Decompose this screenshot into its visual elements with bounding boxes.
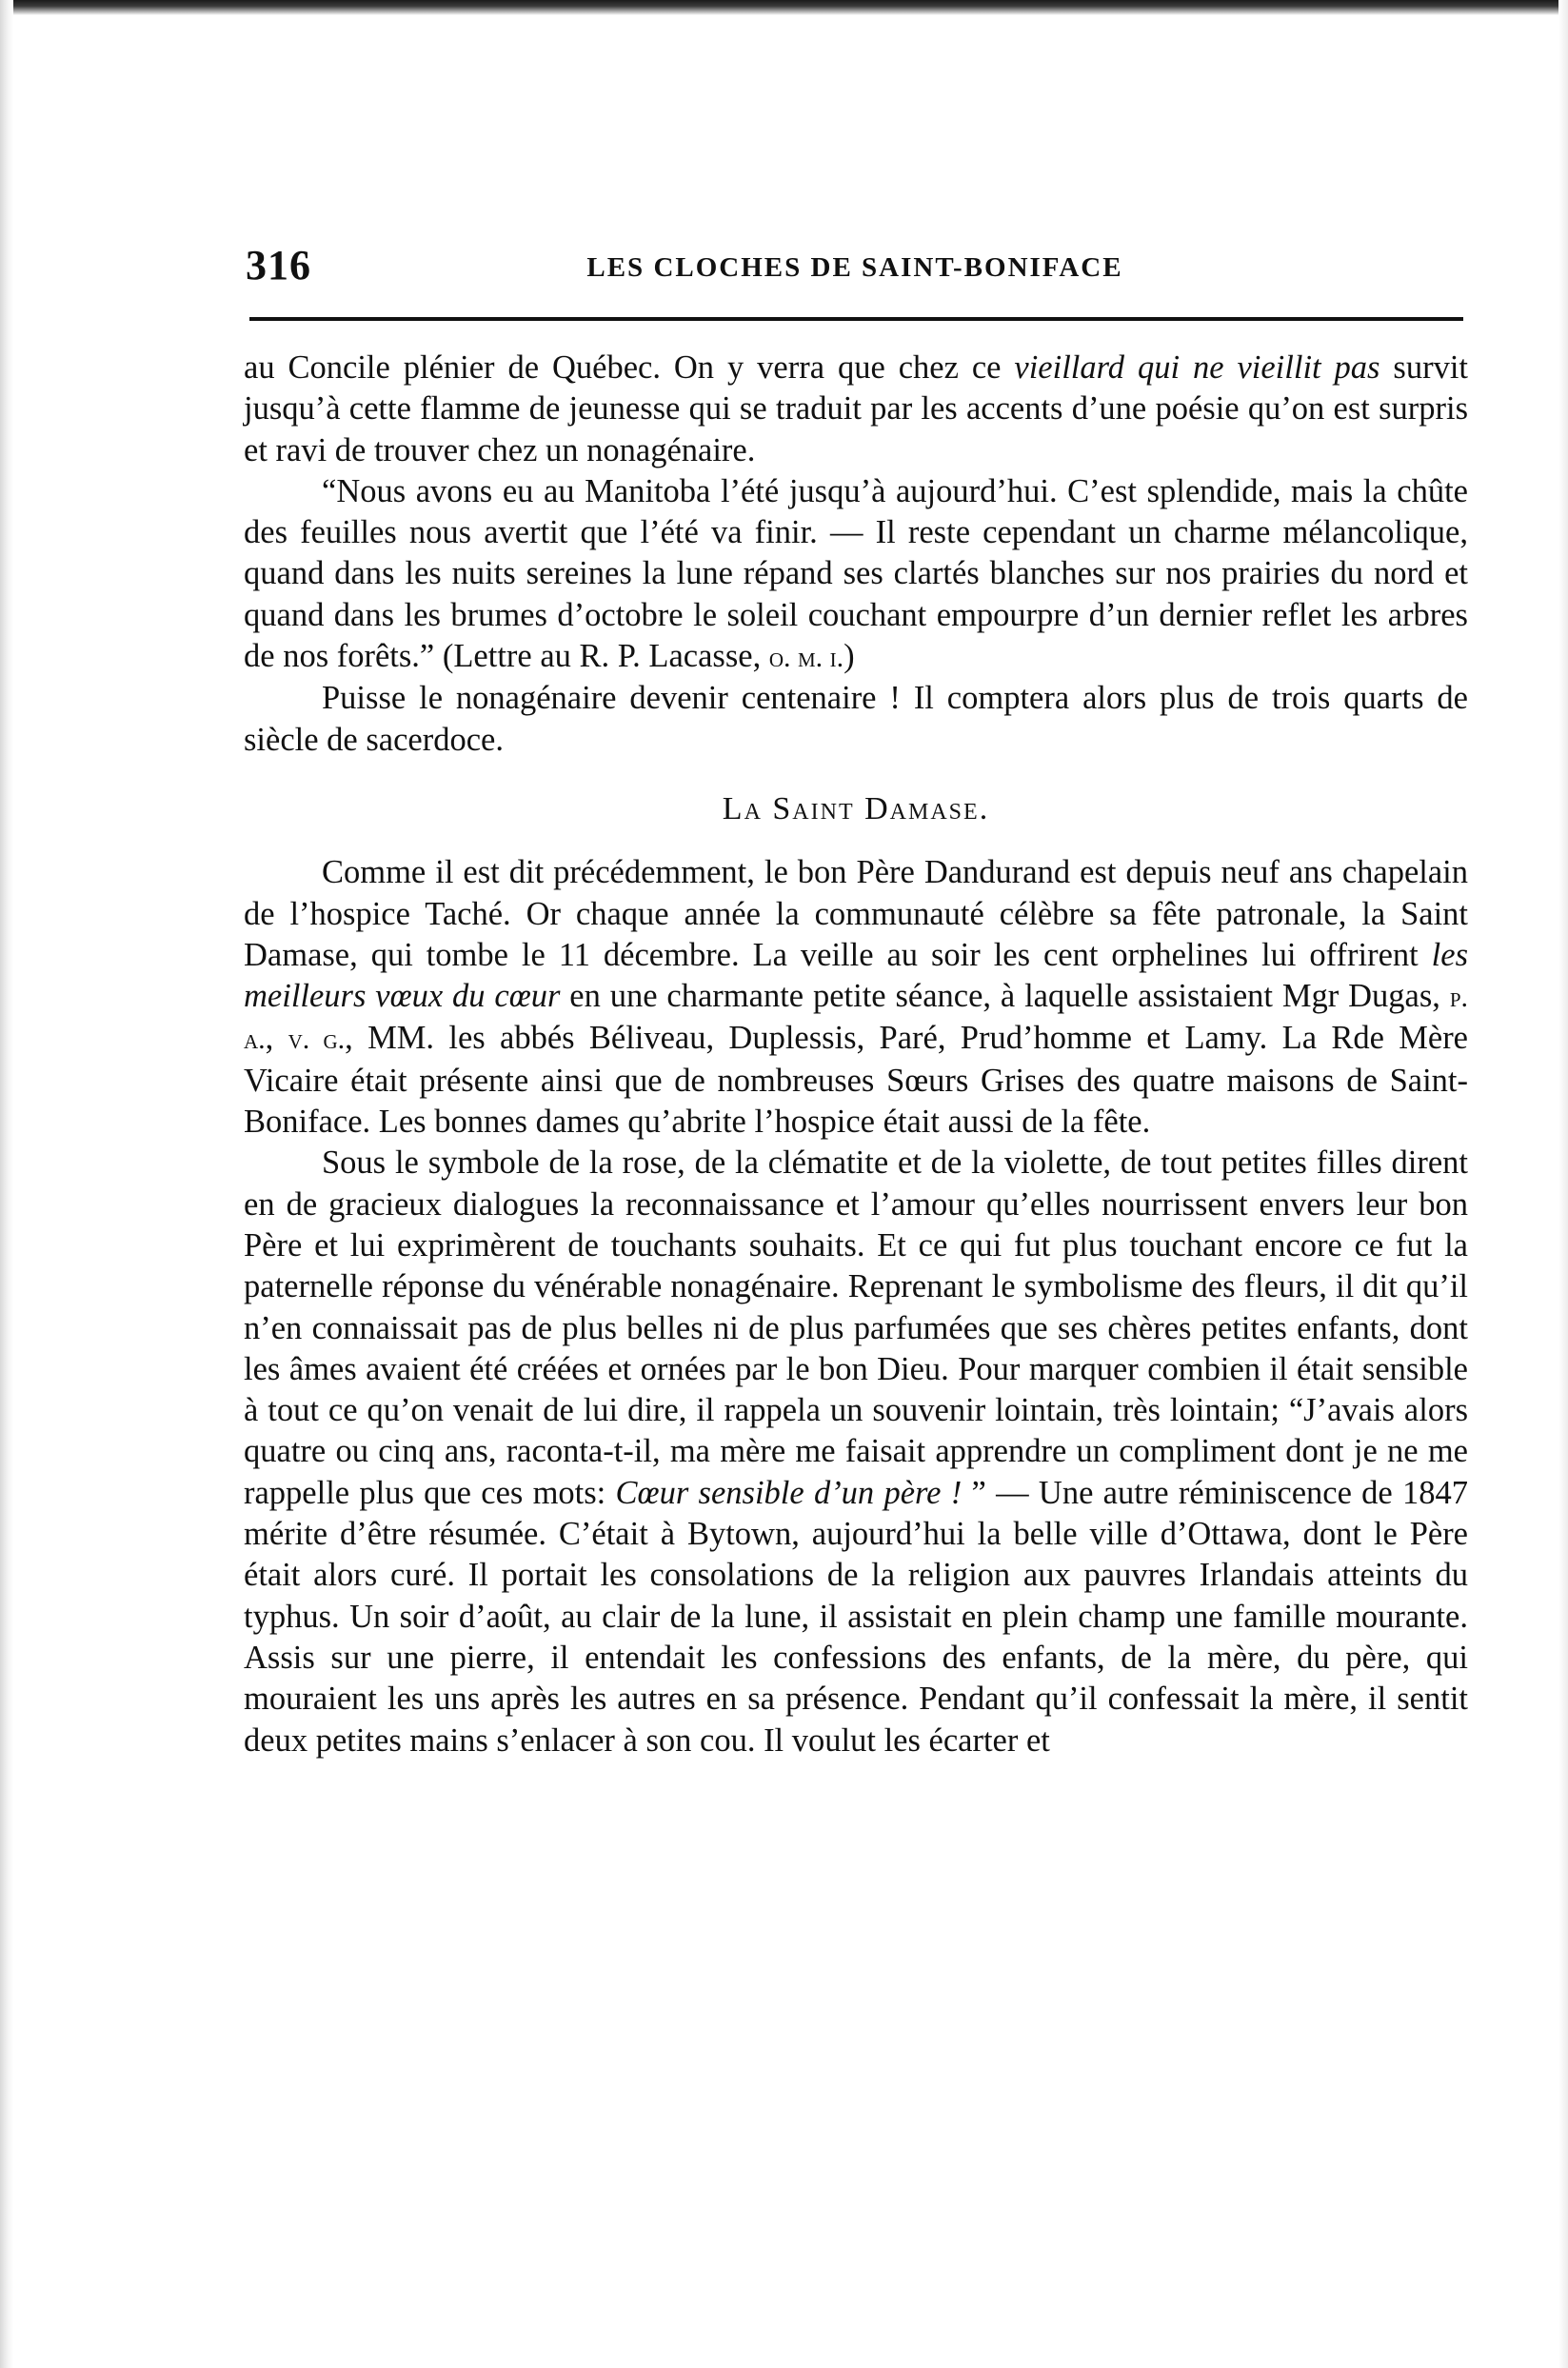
small-caps-abbrev: v. g.: [288, 1024, 346, 1056]
header-rule: [249, 317, 1463, 321]
small-caps-abbrev: p. a.: [244, 982, 1468, 1056]
text-run: , MM. les abbés Béliveau, Duplessis, Paré, Prud’homme et Lamy. La Rde Mère Vicaire était présente ainsi que de nombreuses Sœurs Grises des quatre maisons de Saint-Boniface. Les bonnes dames qu’abrite l’hospice était aussi de la fête.: [244, 1020, 1468, 1141]
quoted-letter-paragraph: [244, 471, 1468, 678]
text-run: ” — Une autre réminiscence de 1847 mérite d’être résumée. C’était à Bytown, aujourd’hui la belle ville d’Ottawa, dont le Père était alors curé. Il portait les consolations de la religion aux pauvres Irlandais atteints du typhus. Un soir d’août, au clair de la lune, il assistait en plein champ une famille mourante. Assis sur une pierre, il entendait les confessions des enfants, de la mère, du père, qui mouraient les uns après les autres en sa présence. Pendant qu’il confessait la mère, il sentit deux petites mains s’enlacer à son cou. Il voulut les écarter et: [244, 1474, 1468, 1759]
text-run: en une charmante petite séance, à laquelle assistaient Mgr Dugas,: [560, 978, 1450, 1015]
running-title: LES CLOCHES DE SAINT-BONIFACE: [586, 252, 1123, 283]
text-run: Comme il est dit précédemment, le bon Père Dandurand est depuis neuf ans chapelain de l’hospice Taché. Or chaque année la communauté célèbre sa fête patronale, la Saint Damase, qui tombe le 11 décembre. La veille au soir les cent orphelines lui offrirent: [244, 854, 1468, 973]
page-top-edge: [0, 0, 1568, 15]
paragraph: [244, 852, 1468, 1143]
page-left-edge: [0, 0, 13, 2368]
text-run: au Concile plénier de Québec. On y verra que chez ce: [244, 349, 1015, 386]
text-run: Sous le symbole de la rose, de la clématite et de la violette, de tout petites filles dirent en de gracieux dialogues la reconnaissance et l’amour qu’elles nourrissent envers leur bon Père et lui exprimèrent de touchants souhaits. Et ce qui fut plus touchant encore ce fut la paternelle réponse du vénérable nonagénaire. Reprenant le symbolisme des fleurs, il dit qu’il n’en connaissait pas de plus belles ni de plus parfumées que ses chères petites enfants, dont les âmes avaient été créées et ornées par le bon Dieu. Pour marquer combien il était sensible à tout ce qu’on venait de lui dire, il rappela un souvenir lointain, très lointain; “J’avais alors quatre ou cinq ans, raconta-t-il, ma mère me faisait apprendre un compliment dont je ne me rappelle plus que ces mots:: [244, 1144, 1468, 1511]
page-header: [246, 241, 1464, 298]
section-heading: La Saint Damase.: [722, 790, 990, 826]
small-caps-abbrev: o. m. i.: [768, 642, 844, 674]
page-right-edge: [1558, 0, 1568, 2368]
italic-phrase: Cœur sensible d’un père !: [615, 1474, 963, 1511]
paragraph: [244, 1143, 1468, 1761]
paragraph-continued: [244, 348, 1468, 471]
body-text: [244, 348, 1468, 1761]
page-number: 316: [246, 242, 311, 289]
italic-phrase: les meilleurs vœux du cœur: [244, 936, 1468, 1015]
italic-phrase: vieillard qui ne vieillit pas: [1014, 349, 1380, 386]
text-run: survit jusqu’à cette flamme de jeunesse qui se traduit par les accents d’une poésie qu’on est surpris et ravi de trouver chez un nonagénaire.: [244, 349, 1469, 468]
text-run: ,: [265, 1020, 288, 1057]
text-run: ): [844, 638, 855, 675]
paragraph: Puisse le nonagénaire devenir centenaire ! Il comptera alors plus de trois quarts de siècle de sacerdoce.: [244, 680, 1468, 758]
text-run: “Nous avons eu au Manitoba l’été jusqu’à aujourd’hui. C’est splendide, mais la chûte des feuilles nous avertit que l’été va finir. — Il reste cependant un charme mélancolique, quand dans les nuits sereines la lune répand ses clartés blanches sur nos prairies du nord et quand dans les brumes d’octobre le soleil couchant empourpre d’un dernier reflet les arbres de nos forêts.” (Lettre au R. P. Lacasse,: [244, 472, 1468, 675]
